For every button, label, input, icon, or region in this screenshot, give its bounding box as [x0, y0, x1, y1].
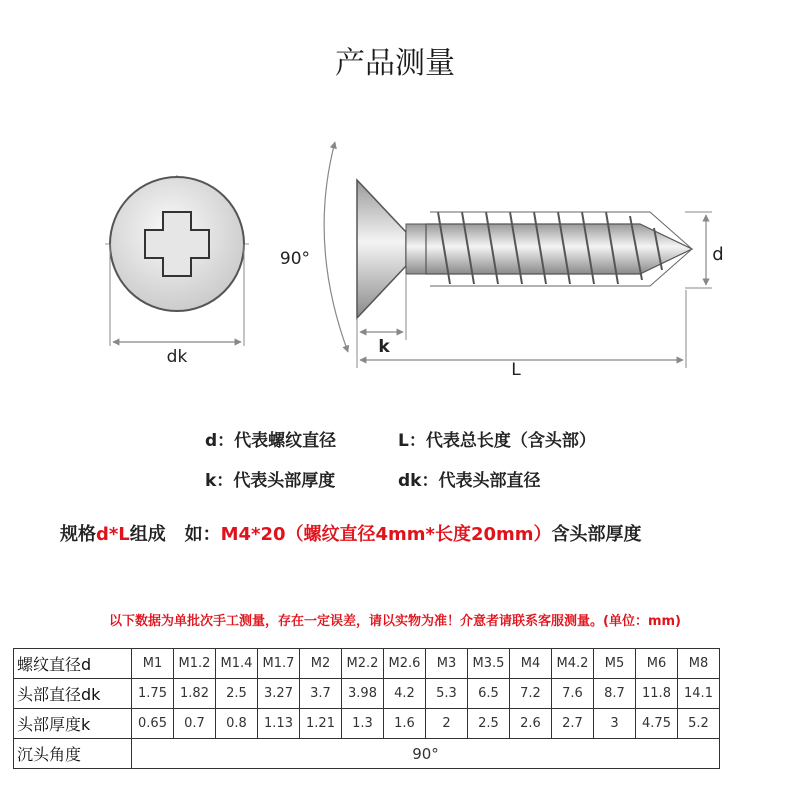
- dk-label: dk: [166, 347, 188, 367]
- row-header: 头部直径dk: [14, 679, 132, 709]
- spec-tail: 含头部厚度: [551, 524, 642, 545]
- table-cell: M3: [426, 649, 468, 679]
- table-cell: M1.2: [174, 649, 216, 679]
- table-cell: 1.21: [300, 709, 342, 739]
- L-label: L: [511, 360, 521, 380]
- table-cell: 1.82: [174, 679, 216, 709]
- legend-d-key: d：: [205, 431, 235, 451]
- table-cell: 1.3: [342, 709, 384, 739]
- legend-k-key: k：: [205, 471, 234, 491]
- angle-header: 沉头角度: [14, 739, 132, 769]
- table-cell: M1.4: [216, 649, 258, 679]
- table-cell: M1.7: [258, 649, 300, 679]
- table-cell: 11.8: [636, 679, 678, 709]
- table-row: [14, 649, 720, 679]
- table-cell: M2.6: [384, 649, 426, 679]
- spec-prefix: 规格: [60, 524, 96, 545]
- table-row: [14, 679, 720, 709]
- head-top-view: [105, 175, 250, 346]
- spec-example: M4*20（螺纹直径4mm*长度20mm）: [220, 524, 552, 545]
- table-cell: 1.6: [384, 709, 426, 739]
- table-cell: 1.13: [258, 709, 300, 739]
- legend-L-text: 代表总长度（含头部）: [425, 431, 596, 451]
- table-row: [14, 709, 720, 739]
- table-cell: 0.65: [132, 709, 174, 739]
- legend-dk-key: dk：: [398, 471, 439, 491]
- table-cell: 5.2: [678, 709, 720, 739]
- spec-line: [60, 520, 642, 546]
- table-cell: 3.98: [342, 679, 384, 709]
- table-cell: M2.2: [342, 649, 384, 679]
- table-cell: 3.27: [258, 679, 300, 709]
- table-cell: M2: [300, 649, 342, 679]
- legend-d-text: 代表螺纹直径: [234, 431, 337, 451]
- table-cell: 4.2: [384, 679, 426, 709]
- k-label: k: [378, 337, 390, 357]
- page-title: 产品测量: [335, 46, 455, 81]
- table-cell: M1: [132, 649, 174, 679]
- table-cell: 0.7: [174, 709, 216, 739]
- angle-value: 90°: [132, 739, 720, 769]
- spec-suffix: 组成 如：: [129, 524, 221, 545]
- screw-diagram: [0, 120, 790, 390]
- legend-k: [205, 466, 335, 491]
- angle-label: 90°: [279, 249, 311, 269]
- d-label: d: [712, 244, 724, 265]
- table-cell: 2.5: [468, 709, 510, 739]
- table-cell: 5.3: [426, 679, 468, 709]
- legend-k-text: 代表头部厚度: [233, 471, 336, 491]
- legend-d: [205, 426, 336, 451]
- table-cell: M3.5: [468, 649, 510, 679]
- spec-formula: d*L: [96, 524, 130, 545]
- legend-dk: [398, 466, 540, 491]
- legend-L-key: L：: [398, 431, 426, 451]
- table-cell: 3: [594, 709, 636, 739]
- table-cell: 4.75: [636, 709, 678, 739]
- table-cell: 8.7: [594, 679, 636, 709]
- table-cell: 2.7: [552, 709, 594, 739]
- table-cell: M4.2: [552, 649, 594, 679]
- table-cell: 7.2: [510, 679, 552, 709]
- row-header: 螺纹直径d: [14, 649, 132, 679]
- screw-side-view: [324, 142, 712, 368]
- table-cell: M8: [678, 649, 720, 679]
- table-cell: M5: [594, 649, 636, 679]
- measurement-note: 以下数据为单批次手工测量，存在一定误差，请以实物为准！介意者请联系客服测量。(单位：mm): [109, 614, 681, 629]
- table-cell: 1.75: [132, 679, 174, 709]
- table-cell: M6: [636, 649, 678, 679]
- spec-table: [13, 648, 720, 769]
- table-cell: 7.6: [552, 679, 594, 709]
- angle-row: [14, 739, 720, 769]
- legend-L: [398, 426, 596, 451]
- table-cell: M4: [510, 649, 552, 679]
- table-cell: 2: [426, 709, 468, 739]
- table-cell: 3.7: [300, 679, 342, 709]
- table-cell: 6.5: [468, 679, 510, 709]
- row-header: 头部厚度k: [14, 709, 132, 739]
- table-cell: 2.5: [216, 679, 258, 709]
- legend-dk-text: 代表头部直径: [438, 471, 541, 491]
- table-cell: 14.1: [678, 679, 720, 709]
- table-cell: 0.8: [216, 709, 258, 739]
- table-cell: 2.6: [510, 709, 552, 739]
